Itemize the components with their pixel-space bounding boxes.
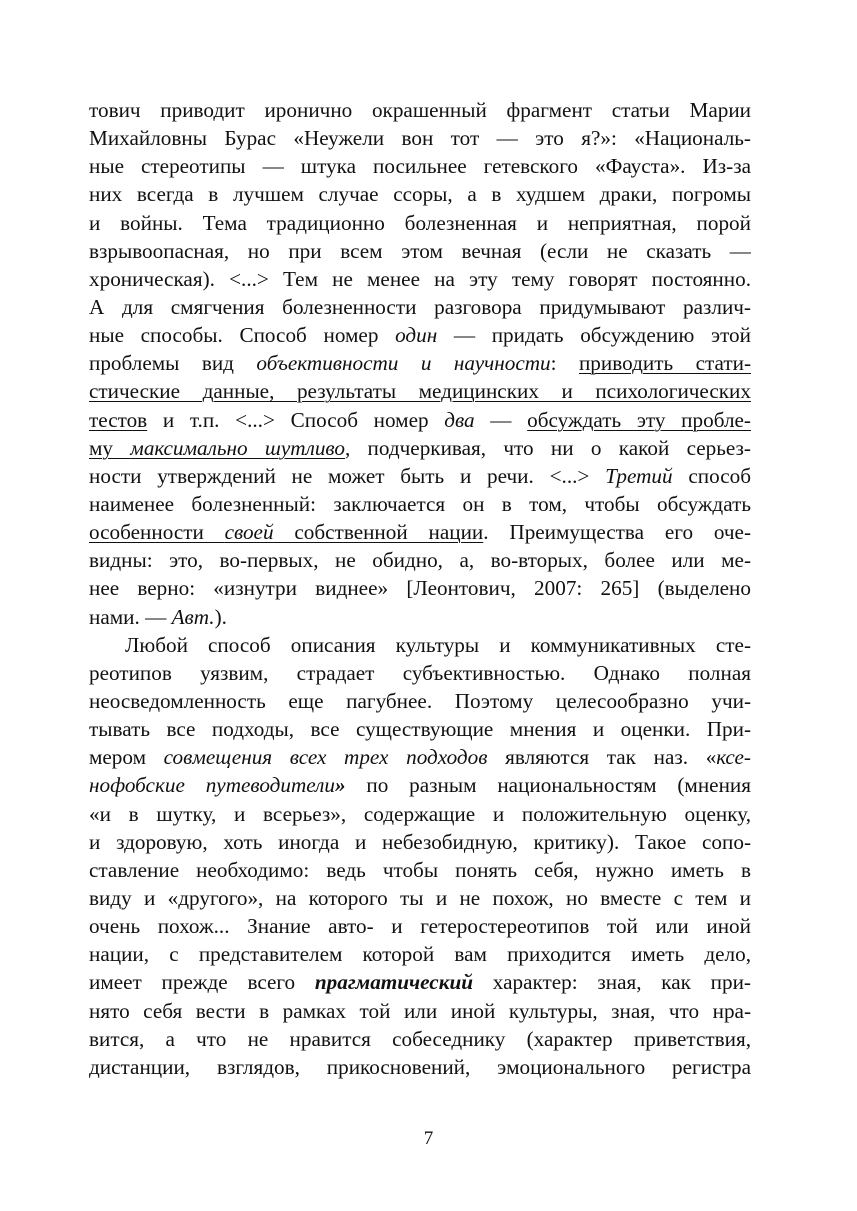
text-line-34: вится, а что не нравится собеседнику (характер приветствия, bbox=[89, 1026, 751, 1051]
text-line-1: тович приводит иронично окрашенный фрагмент статьи Марии bbox=[89, 98, 751, 122]
text-line-21: реотипов уязвим, страдает субъективностью. Однако полная bbox=[89, 660, 751, 685]
text-line-7: хроническая). <...> Тем не менее на эту тему говорят постоянно. bbox=[89, 266, 751, 291]
text-line-22: неосведомленность еще пагубнее. Поэтому целесообразно учи- bbox=[89, 688, 751, 713]
text-line-11: стические данные, результаты медицинских и психологических bbox=[89, 379, 751, 404]
text-line-4: них всегда в лучшем случае ссоры, а в худшем драки, погромы bbox=[89, 182, 751, 207]
text-line-10: проблемы вид объективности и научности: приводить стати- bbox=[89, 351, 751, 376]
text-line-26: «и в шутку, и всерьез», содержащие и положительную оценку, bbox=[89, 801, 751, 826]
body-text bbox=[89, 96, 751, 1081]
text-line-35: дистанции, взглядов, прикосновений, эмоционального регистра bbox=[89, 1054, 751, 1079]
text-line-12: тестов и т.п. <...> Способ номер два — обсуждать эту пробле- bbox=[89, 407, 751, 432]
text-line-15: наименее болезненный: заключается он в том, чтобы обсуждать bbox=[89, 491, 751, 516]
text-line-31: нации, с представителем которой вам приходится иметь дело, bbox=[89, 942, 751, 967]
text-line-28: ставление необходимо: ведь чтобы понять себя, нужно иметь в bbox=[89, 857, 751, 882]
text-line-2: Михайловны Бурас «Неужели вон тот — это я?»: «Националь- bbox=[89, 126, 751, 151]
text-line-33: нято себя вести в рамках той или иной культуры, зная, что нра- bbox=[89, 998, 751, 1023]
text-line-16: особенности своей собственной нации. Преимущества его оче- bbox=[89, 520, 751, 545]
text-line-32: имеет прежде всего прагматический характер: зная, как при- bbox=[89, 970, 751, 995]
text-line-18: нее верно: «изнутри виднее» [Леонтович, 2007: 265] (выделено bbox=[89, 576, 751, 601]
text-line-30: очень похож... Знание авто- и гетеростереотипов той или иной bbox=[89, 914, 751, 939]
text-line-27: и здоровую, хоть иногда и небезобидную, критику). Такое сопо- bbox=[89, 829, 751, 854]
text-line-9: ные способы. Способ номер один — придать обсуждению этой bbox=[89, 323, 751, 348]
text-line-29: виду и «другого», на которого ты и не похож, но вместе с тем и bbox=[89, 885, 751, 910]
text-line-20: Любой способ описания культуры и коммуникативных сте- bbox=[125, 632, 751, 657]
text-line-13: му максимально шутливо, подчеркивая, что ни о какой серьез- bbox=[89, 435, 751, 460]
text-line-5: и войны. Тема традиционно болезненная и неприятная, порой bbox=[89, 210, 751, 235]
text-line-17: видны: это, во-первых, не обидно, а, во-вторых, более или ме- bbox=[89, 548, 751, 573]
text-line-19: нами. — Авт.). bbox=[89, 604, 227, 629]
text-line-25: нофобские путеводители» по разным национальностям (мнения bbox=[89, 773, 751, 798]
text-line-24: мером совмещения всех трех подходов являются так наз. «ксе- bbox=[89, 745, 751, 770]
text-line-6: взрывоопасная, но при всем этом вечная (если не сказать — bbox=[89, 238, 751, 263]
text-line-3: ные стереотипы — штука посильнее гетевского «Фауста». Из-за bbox=[89, 154, 751, 179]
text-line-8: А для смягчения болезненности разговора придумывают различ- bbox=[89, 294, 751, 319]
page-number: 7 bbox=[423, 1128, 434, 1149]
text-line-23: тывать все подходы, все существующие мнения и оценки. При- bbox=[89, 717, 751, 742]
text-line-14: ности утверждений не может быть и речи. <...> Третий способ bbox=[89, 463, 751, 488]
